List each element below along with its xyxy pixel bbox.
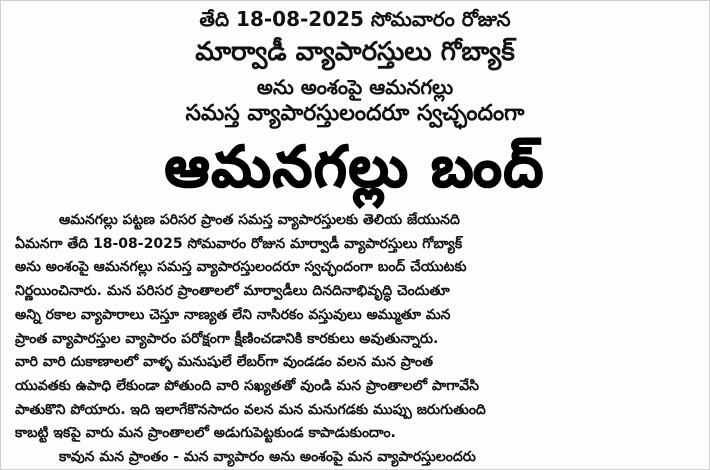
body-line: ప్రాంత వ్యాపారస్తుల వ్యాపారం పరోక్షంగా క్షీణించడానికి కారకులు అవుతున్నారు.: [15, 330, 439, 347]
body-line: అను అంశంపై ఆమనగల్లు సమస్త వ్యాపారస్తులందరూ స్వచ్ఛందంగా బంద్ చేయుటకు: [15, 259, 467, 276]
subtitle-line-1: అను అంశంపై ఆమనగల్లు: [256, 75, 454, 99]
body-paragraph: [15, 209, 699, 470]
banner-heading: ఆమనగల్లు బంద్: [164, 135, 546, 200]
body-line: ఆమనగల్లు పట్టణ పరిసర ప్రాంత సమస్త వ్యాపారస్తులకు తెలియ జేయునది: [59, 212, 460, 228]
emphasis-phrase: మన ప్రాంతం - మన వ్యాపారం: [99, 449, 265, 466]
body-line: అన్ని రకాల వ్యాపారాలు చెస్తూ నాణ్యత లేని నాసిరకం వస్తువులు అమ్ముతూ మన: [15, 306, 451, 323]
title-line: మార్వాడీ వ్యాపారస్తులు గోబ్యాక్: [195, 37, 515, 67]
body-line: ఏమనగా తేది 18-08-2025 సోమవారం రోజున మార్వాడీ వ్యాపారస్తులు గోబ్యాక్: [15, 235, 463, 252]
body-line: నిర్ణయించినారు. మన పరిసర ప్రాంతాలలో మార్వాడీలు దినదినాభివృద్ధి చెందుతూ: [15, 283, 450, 300]
body-line-last: కావున మన ప్రాంతం - మన వ్యాపారం అను అంశంపై మన వ్యాపారస్తులందరు: [59, 449, 476, 466]
body-line: పాతుకొని పోయారు. ఇది ఇలాగేకొనసాదం వలన మన మనుగడకు ముప్పు జరుగుతుంది: [15, 401, 486, 418]
body-line: కాబట్టి ఇకపై వారు మన ప్రాంతాలలో అడుగుపెట్టకుండ కాపాడుకుందాం.: [15, 425, 396, 442]
body-line: యువతకు ఉపాధి లేకుండా పోతుంది వారి సఖ్యతతో వుండి మన ప్రాంతాలలో పాగావేసి: [15, 377, 480, 394]
date-line: తేది 18-08-2025 సోమవారం రోజున: [199, 7, 511, 31]
body-line: వారి వారి దుకాణాలలో వాళ్ళ మనుషులే లేబర్‌గా వుండడం వలన మన ప్రాంత: [15, 354, 434, 371]
subtitle-line-2: సమస్త వ్యాపారస్తులందరూ స్వచ్ఛందంగా: [185, 101, 525, 126]
